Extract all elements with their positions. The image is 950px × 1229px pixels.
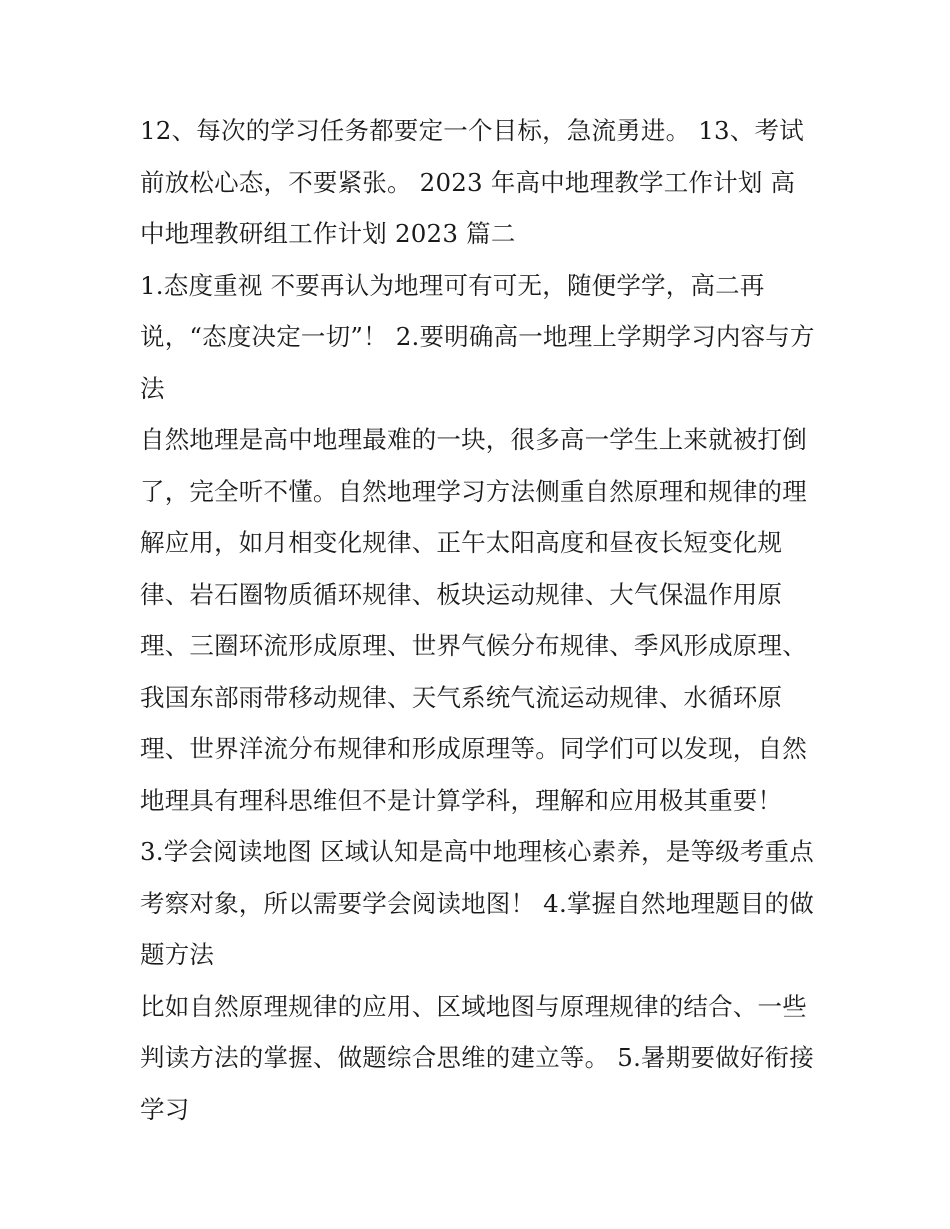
paragraph-1: 12、每次的学习任务都要定一个目标，急流勇进。 13、考试前放松心态，不要紧张。 2023 年高中地理教学工作计划 高中地理教研组工作计划 2023 篇二 — [140, 116, 804, 248]
paragraph-5: 比如自然原理规律的应用、区域地图与原理规律的结合、一些判读方法的掌握、做题综合思维的建立等。 5.暑期要做好衔接学习 — [140, 991, 814, 1124]
paragraph-2: 1.态度重视 不要再认为地理可有可无，随便学学，高二再说，“态度决定一切”！ 2.要明确高一地理上学期学习内容与方法 — [140, 270, 815, 403]
paragraph-3: 自然地理是高中地理最难的一块，很多高一学生上来就被打倒了，完全听不懂。自然地理学习方法侧重自然原理和规律的理解应用，如月相变化规律、正午太阳高度和昼夜长短变化规律、岩石圈物质循环规律、板块运动规律、大气保温作用原理、三圈环流形成原理、世界气候分布规律、季风形成原理、我国东部雨带移动规律、天气系统气流运动规律、水循环原理、世界洋流分布规律和形成原理等。同学们可以发现，自然地理具有理科思维但不是计算学科，理解和应用极其重要！ — [140, 425, 807, 815]
document-body — [140, 105, 815, 1135]
paragraph-4: 3.学会阅读地图 区域认知是高中地理核心素养，是等级考重点考察对象，所以需要学会阅读地图！ 4.掌握自然地理题目的做题方法 — [140, 837, 814, 969]
